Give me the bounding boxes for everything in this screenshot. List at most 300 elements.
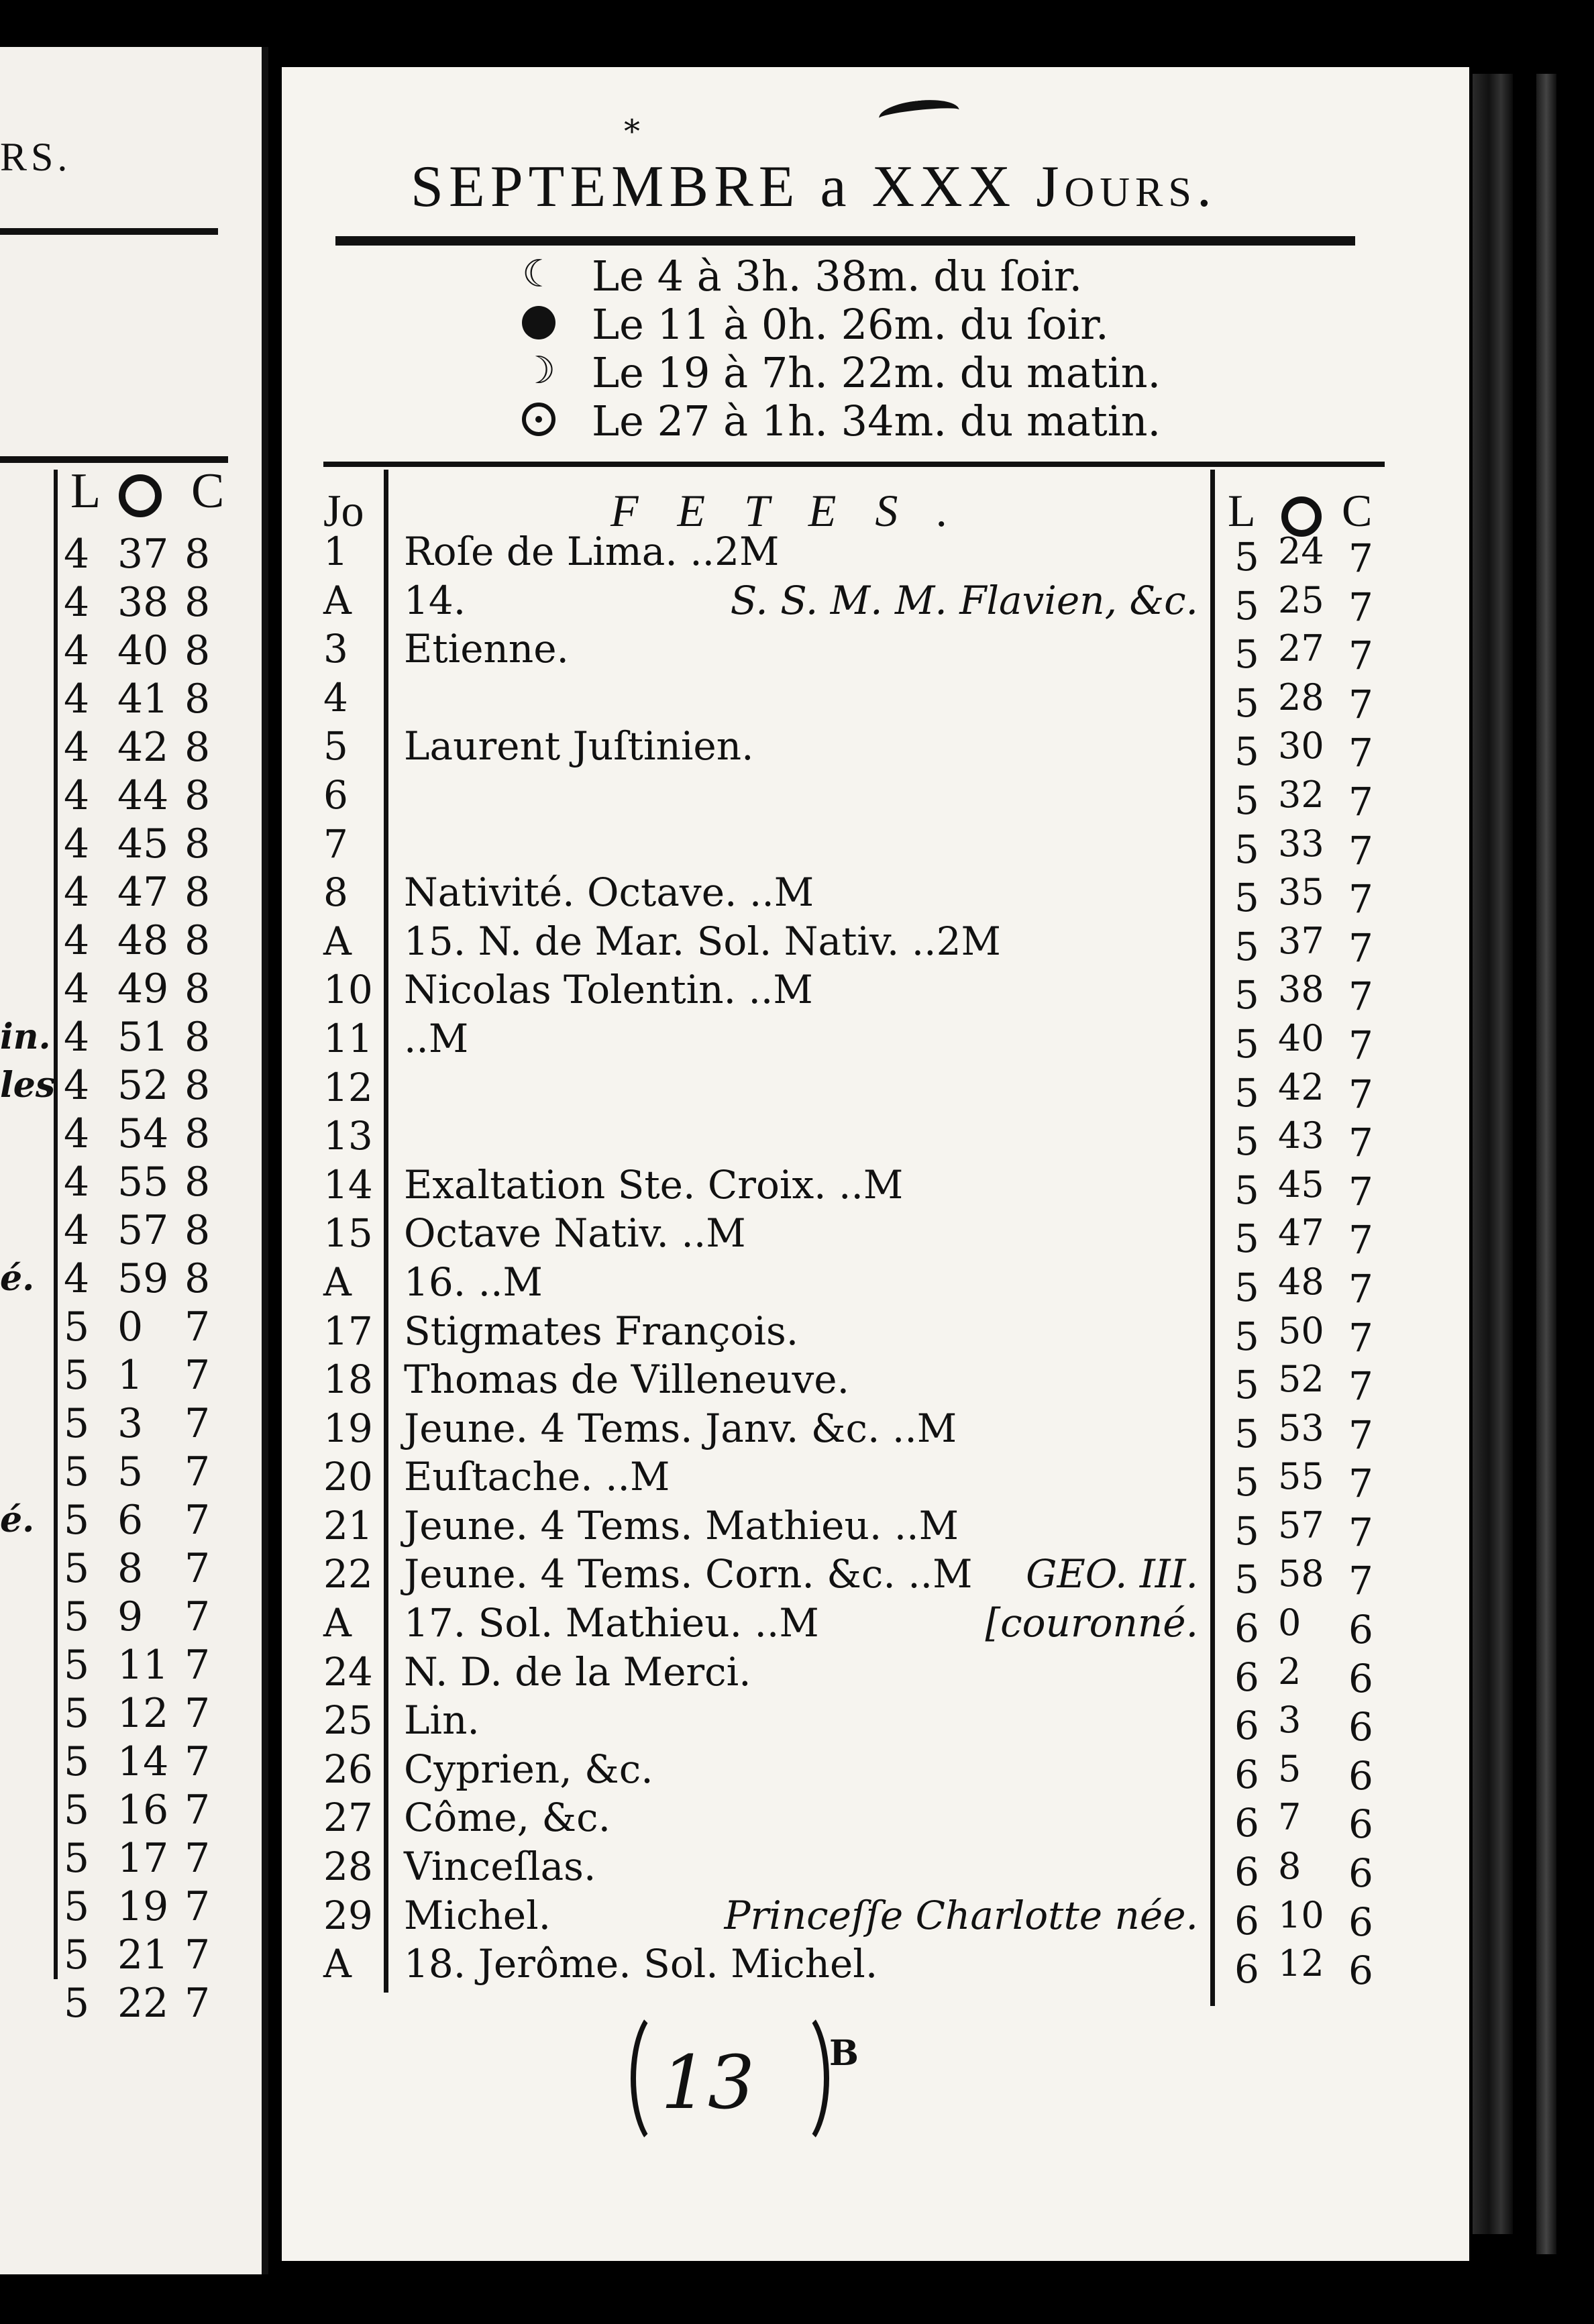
day-cell: 1 [323, 529, 348, 574]
sun-c-cell: 6 [1348, 1704, 1373, 1750]
day-cell: A [323, 1600, 352, 1646]
margin-note: é. [0, 1499, 35, 1540]
calendar-table [0, 527, 1594, 1994]
sun-l-cell: 5 [64, 1400, 90, 1447]
left-col-c-header: C [191, 464, 225, 519]
fete-cell: ..M [404, 1015, 469, 1061]
day-cell: A [323, 1941, 352, 1987]
full-moon-icon [522, 403, 555, 436]
first-quarter-moon-icon: ☽ [522, 349, 556, 392]
table-row [0, 1452, 1594, 1507]
sun-m-cell: 45 [117, 821, 169, 867]
sun-l-cell: 5 [1234, 1264, 1259, 1310]
table-row [0, 1599, 1594, 1653]
sun-m-cell: 16 [117, 1787, 169, 1834]
sun-m-cell: 54 [117, 1110, 169, 1157]
day-cell: 25 [323, 1697, 373, 1744]
sun-m-cell: 59 [117, 1255, 169, 1302]
sun-c-cell: 7 [184, 1400, 211, 1447]
sun-c-cell: 6 [1348, 1655, 1373, 1701]
sun-c-cell: 6 [1348, 1752, 1373, 1799]
sun-m-cell: 49 [117, 965, 169, 1012]
sun-m-cell: 24 [1278, 530, 1324, 572]
sun-l-cell: 5 [1234, 1069, 1259, 1116]
table-row [0, 1112, 1594, 1166]
sun-m-cell: 57 [117, 1207, 169, 1254]
sun-l-cell: 5 [64, 1690, 90, 1737]
sun-l-cell: 4 [64, 1255, 90, 1302]
sun-c-cell: 7 [1348, 827, 1373, 874]
table-row [0, 771, 1594, 825]
sun-m-cell: 37 [1278, 919, 1324, 962]
sun-m-cell: 6 [117, 1497, 144, 1544]
folio-number: 13 [661, 2040, 755, 2125]
sun-l-cell: 6 [1234, 1751, 1259, 1797]
sun-c-cell: 7 [184, 1835, 211, 1882]
sun-l-cell: 5 [1234, 1508, 1259, 1554]
sun-c-cell: 8 [184, 1014, 211, 1061]
sun-m-cell: 47 [117, 869, 169, 916]
sun-c-cell: 7 [1348, 1022, 1373, 1068]
sun-l-cell: 4 [64, 627, 90, 674]
fete-cell: Nativité. Octave. ..M [404, 869, 814, 916]
fete-note-cell: Princeſſe Charlotte née. [724, 1892, 1198, 1938]
page-title [411, 153, 1217, 221]
sun-l-cell: 5 [1234, 631, 1259, 678]
sun-l-cell: 4 [64, 579, 90, 626]
table-row [0, 674, 1594, 727]
sun-l-cell: 5 [1234, 972, 1259, 1018]
sun-m-cell: 47 [1278, 1212, 1324, 1255]
sun-m-cell: 28 [1278, 676, 1324, 719]
new-moon-icon [522, 306, 555, 339]
sun-l-cell: 5 [1234, 534, 1259, 580]
day-cell: 14 [323, 1161, 373, 1208]
sun-l-cell: 4 [64, 917, 90, 964]
sun-m-cell: 48 [117, 917, 169, 964]
sun-l-cell: 5 [1234, 1313, 1259, 1359]
sun-l-cell: 5 [1234, 1459, 1259, 1506]
sun-l-cell: 5 [1234, 1167, 1259, 1213]
table-row [0, 1501, 1594, 1555]
fetes-header: FETES. [610, 485, 988, 536]
sun-c-cell: 7 [1348, 925, 1373, 971]
table-row [0, 1648, 1594, 1701]
left-header-rule [0, 228, 218, 235]
fete-note-cell: GEO. III. [1026, 1551, 1198, 1597]
day-cell: 15 [323, 1210, 373, 1257]
sun-m-cell: 12 [117, 1690, 169, 1737]
table-row [0, 1014, 1594, 1068]
sun-m-cell: 1 [117, 1352, 144, 1399]
day-cell: 22 [323, 1551, 373, 1597]
title-rule [335, 236, 1355, 246]
sun-m-cell: 41 [117, 676, 169, 723]
sun-c-cell: 7 [184, 1304, 211, 1351]
sun-c-cell: 8 [184, 579, 211, 626]
sun-l-cell: 5 [64, 1738, 90, 1785]
sun-m-cell: 5 [117, 1448, 144, 1495]
sun-m-cell: 21 [117, 1932, 169, 1978]
table-row [0, 868, 1594, 922]
table-row [0, 722, 1594, 776]
table-row [0, 1161, 1594, 1214]
sun-l-cell: 5 [1234, 826, 1259, 872]
sun-c-cell: 6 [1348, 1850, 1373, 1897]
sun-c-cell: 8 [184, 627, 211, 674]
table-row [0, 1842, 1594, 1897]
sun-c-cell: 7 [184, 1545, 211, 1592]
sun-l-cell: 5 [1234, 777, 1259, 823]
sun-c-cell: 7 [1348, 535, 1373, 581]
phase-text: Le 19 à 7h. 22m. du matin. [592, 348, 1161, 397]
sun-l-cell: 5 [1234, 1020, 1259, 1067]
sun-l-cell: 6 [1234, 1849, 1259, 1895]
sun-m-cell: 44 [117, 772, 169, 819]
fete-cell: Vinceſlas. [404, 1844, 596, 1890]
sun-m-cell: 30 [1278, 725, 1324, 768]
sun-l-cell: 5 [64, 1980, 90, 2027]
sun-l-cell: 4 [64, 1207, 90, 1254]
fete-cell: Jeune. 4 Tems. Corn. &c. ..M [404, 1551, 973, 1597]
sun-m-cell: 32 [1278, 773, 1324, 816]
fete-cell: Nicolas Tolentin. ..M [404, 967, 813, 1013]
sun-c-cell: 8 [184, 869, 211, 916]
day-cell: A [323, 577, 352, 623]
table-row [0, 1550, 1594, 1604]
sun-c-cell: 7 [184, 1448, 211, 1495]
sun-l-cell: 5 [64, 1497, 90, 1544]
sun-m-cell: 43 [1278, 1114, 1324, 1157]
sun-m-cell: 38 [117, 579, 169, 626]
sun-m-cell: 33 [1278, 822, 1324, 865]
sun-c-cell: 8 [184, 917, 211, 964]
sun-m-cell: 14 [117, 1738, 169, 1785]
sun-l-cell: 4 [64, 869, 90, 916]
sun-l-cell: 6 [1234, 1703, 1259, 1749]
sun-c-cell: 8 [184, 1062, 211, 1109]
sun-l-cell: 4 [64, 724, 90, 771]
sun-m-cell: 45 [1278, 1163, 1324, 1206]
sun-c-cell: 8 [184, 676, 211, 723]
folio-right-paren [765, 2006, 829, 2151]
sun-c-cell: 7 [1348, 681, 1373, 727]
fete-cell: Jeune. 4 Tems. Mathieu. ..M [404, 1502, 959, 1548]
sun-l-cell: 5 [1234, 1410, 1259, 1457]
sun-m-cell: 8 [1278, 1845, 1301, 1888]
fete-cell: Octave Nativ. ..M [404, 1210, 746, 1257]
sun-m-cell: 42 [1278, 1065, 1324, 1108]
sun-l-cell: 5 [64, 1787, 90, 1834]
sun-c-cell: 7 [184, 1738, 211, 1785]
sun-l-cell: 6 [1234, 1605, 1259, 1652]
sun-l-cell: 6 [1234, 1654, 1259, 1700]
sun-m-cell: 55 [1278, 1455, 1324, 1498]
sun-m-cell: 9 [117, 1593, 144, 1640]
title-main: SEPTEMBRE a XXX [411, 154, 1037, 219]
fete-cell: Stigmates François. [404, 1308, 799, 1354]
fete-cell: N. D. de la Merci. [404, 1648, 751, 1695]
sun-c-cell: 8 [184, 1159, 211, 1206]
sun-m-cell: 0 [117, 1304, 144, 1351]
sun-c-cell: 7 [1348, 1412, 1373, 1458]
sun-c-cell: 7 [1348, 633, 1373, 679]
phase-text: Le 27 à 1h. 34m. du matin. [592, 397, 1161, 445]
sun-m-cell: 8 [117, 1545, 144, 1592]
sun-m-cell: 40 [1278, 1016, 1324, 1059]
sun-l-cell: 5 [64, 1883, 90, 1930]
sun-c-cell: 7 [1348, 1071, 1373, 1117]
sun-c-cell: 7 [1348, 1363, 1373, 1410]
sun-l-cell: 5 [64, 1593, 90, 1640]
fete-cell: Cyprien, &c. [404, 1746, 653, 1792]
sun-l-cell: 6 [1234, 1897, 1259, 1944]
sun-m-cell: 57 [1278, 1503, 1324, 1546]
table-row [0, 1793, 1594, 1848]
sun-c-cell: 7 [184, 1642, 211, 1689]
sun-c-cell: 8 [184, 772, 211, 819]
sun-c-cell: 7 [1348, 1461, 1373, 1507]
margin-note: é. [0, 1258, 35, 1299]
day-cell: 5 [323, 723, 348, 770]
sun-l-cell: 5 [64, 1932, 90, 1978]
sun-l-cell: 5 [1234, 680, 1259, 726]
sun-l-cell: 5 [64, 1352, 90, 1399]
margin-note: les [0, 1065, 56, 1106]
table-row [0, 1696, 1594, 1750]
sun-l-cell: 5 [1234, 923, 1259, 969]
sun-l-cell: 5 [64, 1545, 90, 1592]
sun-c-cell: 7 [1348, 973, 1373, 1020]
fete-cell: Côme, &c. [404, 1795, 611, 1841]
sun-m-cell: 5 [1278, 1747, 1301, 1790]
sun-c-cell: 6 [1348, 1607, 1373, 1653]
day-cell: 19 [323, 1405, 373, 1451]
sun-m-cell: 37 [117, 531, 169, 578]
sun-m-cell: 12 [1278, 1942, 1324, 1985]
day-cell: 3 [323, 626, 348, 672]
sun-m-cell: 7 [1278, 1796, 1301, 1839]
day-cell: 21 [323, 1502, 373, 1548]
fete-cell: Jeune. 4 Tems. Janv. &c. ..M [404, 1405, 957, 1451]
day-cell: 7 [323, 821, 348, 867]
sun-m-cell: 48 [1278, 1260, 1324, 1303]
sun-m-cell: 53 [1278, 1406, 1324, 1449]
day-cell: 27 [323, 1795, 373, 1841]
table-row [0, 820, 1594, 874]
left-page-header: RS. [0, 135, 72, 179]
sun-c-cell: 7 [184, 1690, 211, 1737]
sun-l-cell: 5 [1234, 1556, 1259, 1603]
sun-c-cell: 7 [1348, 584, 1373, 630]
sun-symbol-icon [119, 474, 162, 517]
day-cell: 10 [323, 967, 373, 1013]
sun-c-cell: 7 [184, 1980, 211, 2027]
sun-c-cell: 7 [1348, 1558, 1373, 1604]
title-end: . [1196, 154, 1217, 219]
sun-l-cell: 5 [64, 1304, 90, 1351]
sun-l-cell: 6 [1234, 1800, 1259, 1846]
table-row [0, 965, 1594, 1020]
phase-text: Le 11 à 0h. 26m. du ſoir. [592, 300, 1109, 349]
sun-c-cell: 8 [184, 1255, 211, 1302]
sun-c-cell: 7 [1348, 1314, 1373, 1361]
sun-l-cell: 6 [1234, 1946, 1259, 1993]
sun-c-cell: 7 [184, 1593, 211, 1640]
sun-l-header: L [1228, 485, 1256, 536]
day-column-header: Jo [323, 485, 364, 536]
signature-mark: B [829, 2033, 859, 2074]
sun-c-cell: 6 [1348, 1899, 1373, 1945]
day-cell: A [323, 1259, 352, 1305]
sun-l-cell: 4 [64, 965, 90, 1012]
fete-cell: 17. Sol. Mathieu. ..M [404, 1600, 819, 1646]
sun-c-cell: 7 [1348, 778, 1373, 825]
sun-m-cell: 38 [1278, 968, 1324, 1011]
sun-m-cell: 42 [117, 724, 169, 771]
sun-m-cell: 17 [117, 1835, 169, 1882]
sun-c-cell: 7 [184, 1883, 211, 1930]
day-cell: 6 [323, 772, 348, 818]
margin-note: in. [0, 1016, 51, 1057]
sun-l-cell: 4 [64, 531, 90, 578]
sun-l-cell: 5 [64, 1642, 90, 1689]
day-cell: 12 [323, 1064, 373, 1110]
day-cell: 8 [323, 869, 348, 916]
sun-m-cell: 3 [1278, 1699, 1301, 1742]
day-cell: 29 [323, 1892, 373, 1938]
last-quarter-moon-icon: ☾ [522, 252, 556, 296]
day-cell: 28 [323, 1844, 373, 1890]
table-row [0, 576, 1594, 630]
fete-note-cell: S. S. M. M. Flavien, &c. [730, 577, 1198, 623]
table-row [0, 1745, 1594, 1799]
table-row [0, 1307, 1594, 1361]
sun-l-cell: 4 [64, 1014, 90, 1061]
day-cell: 17 [323, 1308, 373, 1354]
sun-m-cell: 2 [1278, 1650, 1301, 1693]
sun-m-cell: 55 [117, 1159, 169, 1206]
table-row [0, 1209, 1594, 1263]
sun-m-cell: 25 [1278, 578, 1324, 621]
day-cell: 20 [323, 1454, 373, 1500]
day-cell: A [323, 918, 352, 964]
sun-c-cell: 8 [184, 1110, 211, 1157]
left-col-l-header: L [70, 464, 101, 519]
day-cell: 13 [323, 1113, 373, 1159]
fete-cell: 14. [404, 577, 466, 623]
sun-c-cell: 6 [1348, 1948, 1373, 1994]
table-top-rule [323, 462, 1385, 467]
fete-cell: 18. Jerôme. Sol. Michel. [404, 1941, 878, 1987]
sun-c-cell: 7 [184, 1932, 211, 1978]
sun-m-cell: 51 [117, 1014, 169, 1061]
fete-cell: Michel. [404, 1892, 551, 1938]
table-row [0, 1940, 1594, 1994]
sun-c-cell: 7 [1348, 1509, 1373, 1555]
sun-m-cell: 19 [117, 1883, 169, 1930]
fete-cell: Etienne. [404, 626, 569, 672]
sun-l-cell: 5 [1234, 1216, 1259, 1262]
sun-c-cell: 8 [184, 1207, 211, 1254]
sun-m-cell: 35 [1278, 871, 1324, 914]
sun-c-cell: 7 [1348, 1217, 1373, 1263]
sun-c-cell: 7 [1348, 730, 1373, 776]
day-cell: 4 [323, 674, 348, 721]
sun-m-cell: 0 [1278, 1601, 1301, 1644]
sun-m-cell: 58 [1278, 1552, 1324, 1595]
table-row [0, 1891, 1594, 1945]
sun-c-cell: 7 [184, 1787, 211, 1834]
sun-l-cell: 5 [1234, 582, 1259, 629]
sun-c-cell: 7 [184, 1352, 211, 1399]
title-jours-initial: J [1036, 154, 1065, 219]
table-row [0, 1258, 1594, 1312]
sun-c-cell: 8 [184, 724, 211, 771]
sun-m-cell: 11 [117, 1642, 169, 1689]
sun-c-cell: 8 [184, 965, 211, 1012]
fete-cell: Laurent Juſtinien. [404, 723, 754, 770]
sun-l-cell: 5 [64, 1448, 90, 1495]
sun-l-cell: 4 [64, 1159, 90, 1206]
phase-text: Le 4 à 3h. 38m. du ſoir. [592, 252, 1083, 301]
sun-l-cell: 5 [1234, 1362, 1259, 1408]
sun-c-cell: 6 [1348, 1801, 1373, 1848]
sun-m-cell: 27 [1278, 627, 1324, 670]
sun-l-cell: 4 [64, 772, 90, 819]
sun-l-cell: 5 [64, 1835, 90, 1882]
sun-c-header: C [1342, 485, 1373, 536]
fete-note-cell: [couronné. [985, 1600, 1198, 1646]
fete-cell: Euſtache. ..M [404, 1454, 670, 1500]
sun-m-cell: 3 [117, 1400, 144, 1447]
fete-cell: Exaltation Ste. Croix. ..M [404, 1161, 904, 1208]
fete-cell: 16. ..M [404, 1259, 543, 1305]
sun-c-cell: 7 [184, 1497, 211, 1544]
sun-c-cell: 7 [1348, 876, 1373, 922]
table-row [0, 917, 1594, 971]
day-cell: 18 [323, 1357, 373, 1403]
sun-m-cell: 22 [117, 1980, 169, 2027]
title-jours-rest: OURS [1064, 170, 1197, 215]
sun-l-cell: 5 [1234, 875, 1259, 921]
sun-l-cell: 5 [1234, 1118, 1259, 1165]
sun-m-cell: 52 [1278, 1358, 1324, 1401]
table-row [0, 1404, 1594, 1458]
day-cell: 11 [323, 1015, 373, 1061]
sun-l-cell: 4 [64, 1110, 90, 1157]
day-cell: 24 [323, 1648, 373, 1695]
fete-cell: 15. N. de Mar. Sol. Nativ. ..2M [404, 918, 1001, 964]
fete-cell: Lin. [404, 1697, 480, 1744]
left-table-rule [0, 456, 228, 463]
ornament-star: * [624, 113, 640, 150]
table-row [0, 527, 1594, 581]
sun-l-cell: 4 [64, 676, 90, 723]
fete-cell: Roſe de Lima. ..2M [404, 529, 780, 574]
table-row [0, 625, 1594, 679]
fete-cell: Thomas de Villeneuve. [404, 1357, 850, 1403]
sun-c-cell: 7 [1348, 1120, 1373, 1166]
day-cell: 26 [323, 1746, 373, 1792]
sun-c-cell: 8 [184, 821, 211, 867]
sun-m-cell: 40 [117, 627, 169, 674]
table-row [0, 1063, 1594, 1117]
sun-m-cell: 52 [117, 1062, 169, 1109]
table-row [0, 1355, 1594, 1410]
sun-c-cell: 7 [1348, 1168, 1373, 1214]
sun-l-cell: 4 [64, 821, 90, 867]
